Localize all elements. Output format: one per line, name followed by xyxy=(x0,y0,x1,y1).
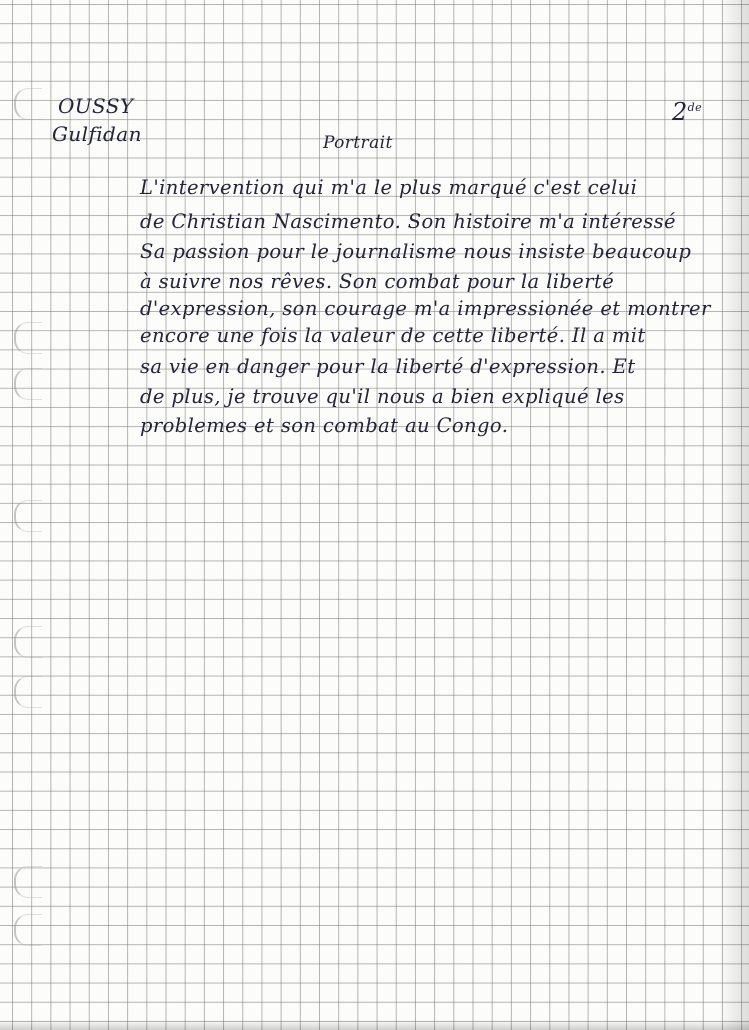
binder-hole xyxy=(14,626,42,658)
binder-hole xyxy=(14,866,42,898)
page-title: Portrait xyxy=(323,133,393,153)
class-level-suffix: de xyxy=(687,101,703,114)
text-line: Sa passion pour le journalisme nous insiste beaucoup xyxy=(140,240,692,263)
student-surname: OUSSY xyxy=(58,94,134,118)
binder-hole xyxy=(14,676,42,708)
text-line: L'intervention qui m'a le plus marqué c'est celui xyxy=(140,176,638,199)
binder-hole xyxy=(14,322,42,354)
text-line: à suivre nos rêves. Son combat pour la liberté xyxy=(140,270,615,293)
class-level xyxy=(672,98,702,126)
binder-hole xyxy=(14,368,42,400)
binder-hole xyxy=(14,500,42,532)
class-level-number: 2 xyxy=(672,98,688,126)
binder-hole xyxy=(14,914,42,946)
page-edge-shadow xyxy=(719,0,749,1030)
student-firstname: Gulfidan xyxy=(52,122,142,146)
text-line: de Christian Nascimento. Son histoire m'a intéressé xyxy=(140,210,676,233)
text-line: sa vie en danger pour la liberté d'expression. Et xyxy=(140,355,636,378)
text-line: de plus, je trouve qu'il nous a bien expliqué les xyxy=(140,385,625,408)
text-line: problemes et son combat au Congo. xyxy=(140,414,509,437)
text-line: d'expression, son courage m'a impressionée et montrer xyxy=(140,297,711,320)
binder-hole xyxy=(14,88,42,120)
page-bottom-shadow xyxy=(0,1020,749,1030)
text-line: encore une fois la valeur de cette liberté. Il a mit xyxy=(140,324,646,347)
